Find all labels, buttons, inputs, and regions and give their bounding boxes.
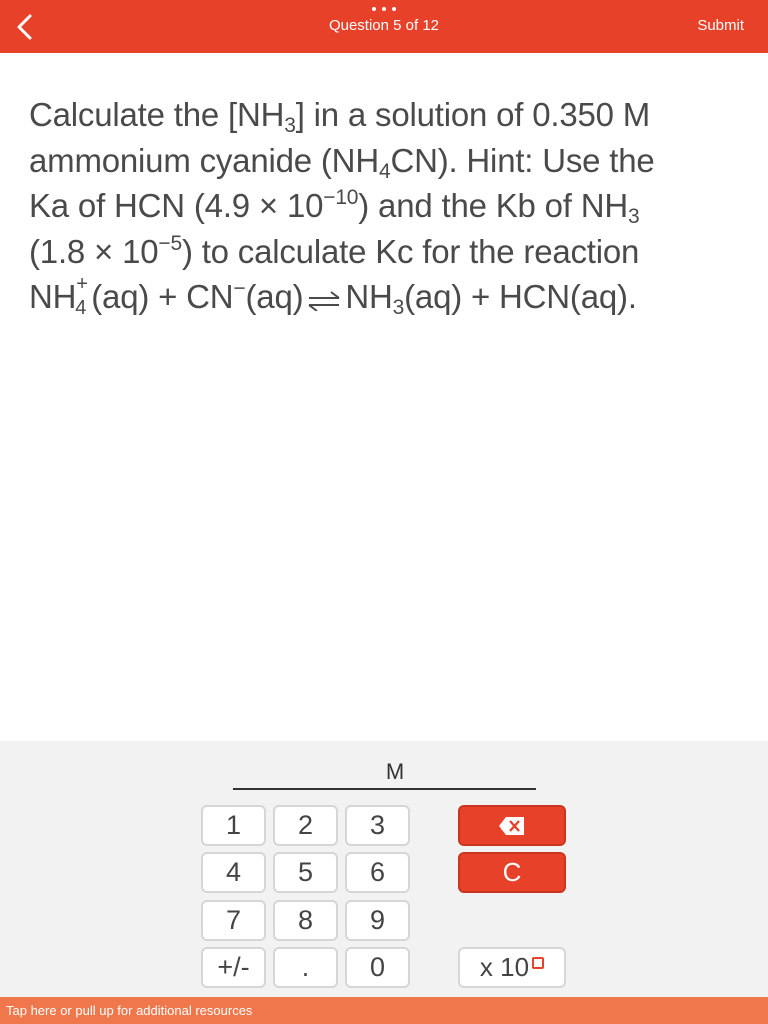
key-2[interactable]: 2	[273, 805, 338, 846]
question-text	[29, 92, 749, 320]
key-9[interactable]: 9	[345, 900, 410, 941]
backspace-icon	[498, 816, 526, 836]
key-7[interactable]: 7	[201, 900, 266, 941]
delete-button[interactable]	[458, 805, 566, 846]
question-line-2: ammonium cyanide $(NH_4CN)$. Hint: Use the	[29, 141, 655, 183]
submit-button[interactable]: Submit	[697, 17, 744, 34]
key-decimal[interactable]: .	[273, 947, 338, 988]
key-8[interactable]: 8	[273, 900, 338, 941]
question-line-3: Ka of HCN $(4.9 \times 10^{-10})$ and the Kb of $NH_3$	[29, 186, 640, 228]
key-0[interactable]: 0	[345, 947, 410, 988]
exponent-box-icon	[532, 957, 544, 969]
scientific-notation-button[interactable]	[458, 947, 566, 988]
answer-unit-label: M	[385, 759, 405, 784]
answer-input-line[interactable]	[233, 788, 536, 790]
key-3[interactable]: 3	[345, 805, 410, 846]
equilibrium-arrow-icon	[307, 291, 341, 311]
top-bar	[0, 0, 768, 53]
more-dots-icon[interactable]	[372, 4, 396, 14]
key-plus-minus[interactable]: +/-	[201, 947, 266, 988]
question-line-4: $(1.8 \times 10^{-5})$ to calculate Kc for the reaction	[29, 231, 640, 270]
key-6[interactable]: 6	[345, 852, 410, 893]
key-4[interactable]: 4	[201, 852, 266, 893]
question-line-5: NH + 4 (aq) + CN−(aq) $NH_3(aq) + HCN(aq)$.	[29, 273, 637, 319]
key-1[interactable]: 1	[201, 805, 266, 846]
question-counter: Question 5 of 12	[328, 17, 440, 34]
additional-resources-bar[interactable]: Tap here or pull up for additional resources	[0, 997, 768, 1024]
key-5[interactable]: 5	[273, 852, 338, 893]
question-line-1: Calculate the $[NH_3]$ in a solution of 0.350 M	[29, 96, 651, 137]
clear-button[interactable]: C	[458, 852, 566, 893]
sci-notation-label: x 10	[479, 952, 530, 982]
